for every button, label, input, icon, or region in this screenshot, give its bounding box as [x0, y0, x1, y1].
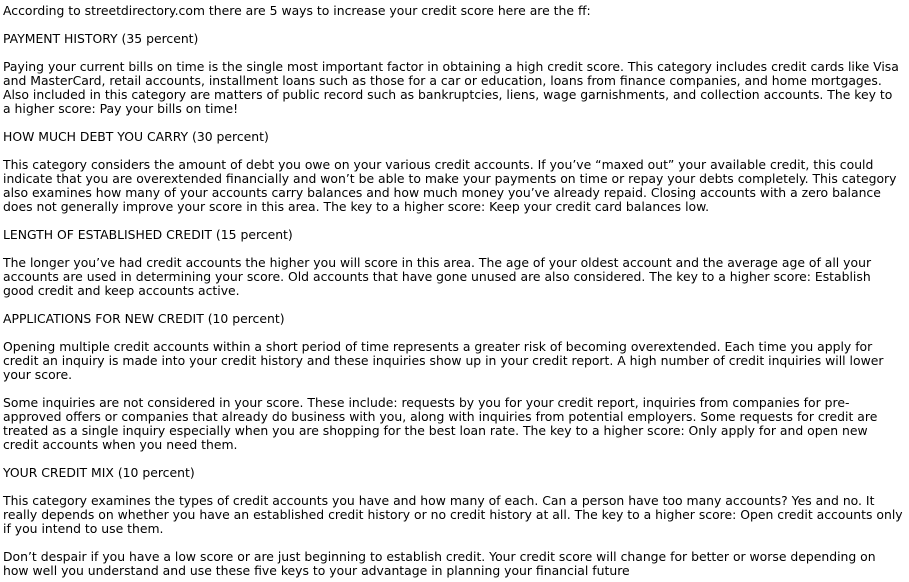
section-paragraph: Some inquiries are not considered in your score. These include: requests by you for your credit report, inquiries from companies for pre-approved offers or companies that already do business with you, along with inquiries from potential employers. Some requests for credit are treated as a single inquiry especially when you are shopping for the best loan rate. The key to a higher score: Only apply for and open new credit accounts when you need them.	[3, 395, 878, 452]
section-paragraph: Opening multiple credit accounts within a short period of time represents a greater risk of becoming overextended. Each time you apply for credit an inquiry is made into your credit history and these inquiries show up in your credit report. A high number of credit inquiries will lower your score.	[3, 339, 884, 382]
section-heading-debt: HOW MUCH DEBT YOU CARRY (30 percent)	[3, 129, 269, 144]
section-heading-payment-history: PAYMENT HISTORY (35 percent)	[3, 31, 199, 46]
section-paragraph: This category considers the amount of debt you owe on your various credit accounts. If you’ve “maxed out” your available credit, this could indicate that you are overextended financially and won’t be able to make your payments on time or repay your debts completely. This category also examines how many of your accounts carry balances and how much money you’ve already repaid. Closing accounts with a zero balance does not generally improve your score in this area. The key to a higher score: Keep your credit card balances low.	[3, 157, 897, 214]
section-heading-new-credit: APPLICATIONS FOR NEW CREDIT (10 percent)	[3, 311, 285, 326]
document-body	[3, 4, 903, 578]
section-heading-length-of-credit: LENGTH OF ESTABLISHED CREDIT (15 percent)	[3, 227, 293, 242]
closing-text: Don’t despair if you have a low score or are just beginning to establish credit. Your credit score will change for better or worse depending on how well you understand and use these five keys to your advantage in planning your financial future	[3, 549, 876, 578]
section-paragraph: Paying your current bills on time is the single most important factor in obtaining a high credit score. This category includes credit cards like Visa and MasterCard, retail accounts, installment loans such as those for a car or education, loans from finance companies, and home mortgages. Also included in this category are matters of public record such as bankruptcies, liens, wage garnishments, and collection accounts. The key to a higher score: Pay your bills on time!	[3, 59, 899, 116]
intro-text: According to streetdirectory.com there are 5 ways to increase your credit score here are the ff:	[3, 3, 591, 18]
section-paragraph: The longer you’ve had credit accounts the higher you will score in this area. The age of your oldest account and the average age of all your accounts are used in determining your score. Old accounts that have gone unused are also considered. The key to a higher score: Establish good credit and keep accounts active.	[3, 255, 872, 298]
section-paragraph: This category examines the types of credit accounts you have and how many of each. Can a person have too many accounts? Yes and no. It really depends on whether you have an established credit history or no credit history at all. The key to a higher score: Open credit accounts only if you intend to use them.	[3, 493, 903, 536]
section-heading-credit-mix: YOUR CREDIT MIX (10 percent)	[3, 465, 195, 480]
